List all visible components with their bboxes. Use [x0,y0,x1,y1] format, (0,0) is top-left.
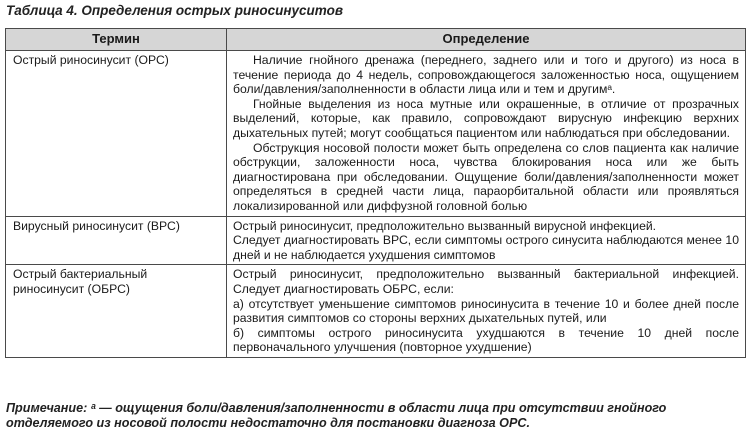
term-cell: Вирусный риносинусит (ВРС) [6,216,227,265]
definition-paragraph: Обструкция носовой полости может быть определена со слов пациента как наличие обструкции, заложенности носа, чувства блокирования носа или же быть диагностирована при обследовании. Ощущение боли/давления/заполненности может определяться в средней части лица, параорбитальной области или проявляться локализированной или диффузной головной болью [233,140,739,213]
definition-paragraph: Острый риносинусит, предположительно вызванный бактериальной инфекцией. Следует диагностировать ОБРС, если: [233,267,739,296]
definition-paragraph: б) симптомы острого риносинусита ухудшаются в течение 10 дней после первоначального улучшения (повторное ухудшение) [233,325,739,355]
table-row [6,51,746,217]
table-row [6,265,746,358]
definition-paragraph: Острый риносинусит, предположительно вызванный вирусной инфекцией. [233,218,657,233]
definition-paragraph: Гнойные выделения из носа мутные или окрашенные, в отличие от прозрачных выделений, которые, как правило, сопровождают вирусную инфекцию верхних дыхательных путей; могут сообщаться пациентом или наблюдаться при обследовании. [233,96,739,140]
definitions-table [5,28,746,358]
header-term: Термин [6,29,227,51]
term-cell: Острый риносинусит (ОРС) [6,51,227,217]
definition-cell [227,216,746,265]
table-row [6,216,746,265]
definition-cell [227,51,746,217]
definition-paragraph: а) отсутствует уменьшение симптомов риносинусита в течение 10 и более дней после развития симптомов со стороны верхних дыхательных путей, или [233,296,739,326]
term-cell: Острый бактериальный риносинусит (ОБРС) [6,265,227,358]
table-footnote: Примечание: ᵃ — ощущения боли/давления/заполненности в области лица при отсутствии гнойного отделяемого из носовой полости недостаточно для постановки диагноза ОРС. [6,401,667,431]
table-header-row [6,29,746,51]
header-definition: Определение [227,29,746,51]
table-caption: Таблица 4. Определения острых риносинуситов [6,3,343,18]
definition-cell [227,265,746,358]
definition-paragraph: Наличие гнойного дренажа (переднего, заднего или и того и другого) из носа в течение периода до 4 недель, сопровождающегося заложенностью носа, ощущением боли/давления/заполненности в области лица или и тем и другимᵃ. [233,53,739,97]
definition-paragraph: Следует диагностировать ВРС, если симптомы острого синусита наблюдаются менее 10 дней и не наблюдается ухудшения симптомов [233,233,739,262]
